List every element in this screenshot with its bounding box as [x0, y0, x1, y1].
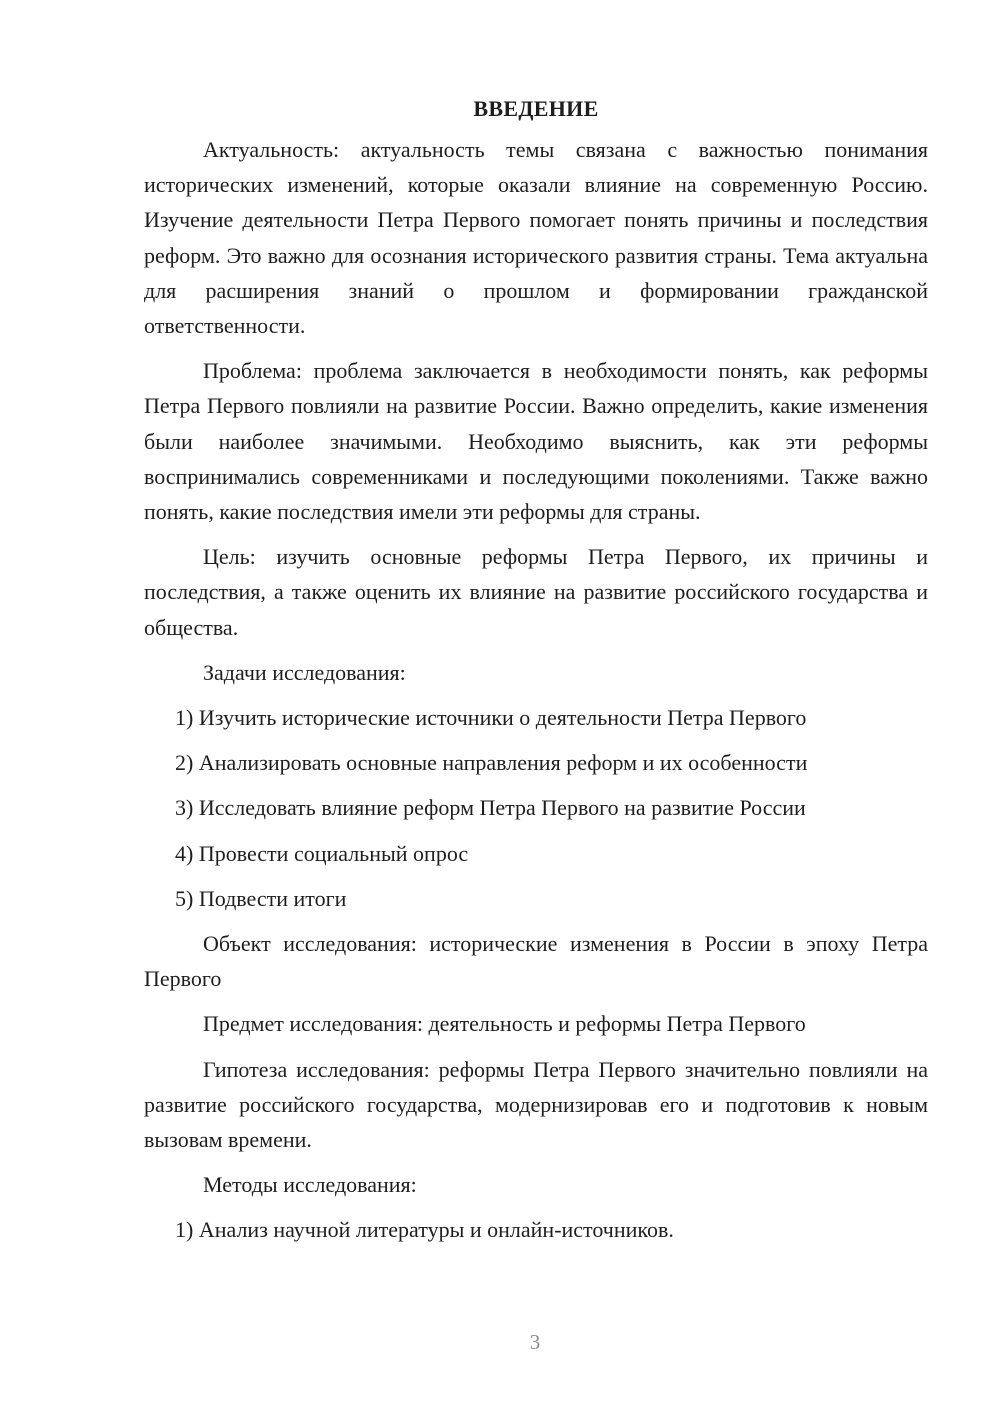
- methods-title: Методы исследования:: [203, 1172, 417, 1198]
- problem-paragraph: Проблема: проблема заключается в необходимости понять, как реформы Петра Первого повлияли на развитие России. Важно определить, какие изменения были наиболее значимыми. Необходимо выяснить, как эти реформы воспринимались современниками и последующими поколениями. Также важно понять, какие последствия имели эти реформы для страны.: [144, 358, 928, 525]
- hypothesis-paragraph: Гипотеза исследования: реформы Петра Первого значительно повлияли на развитие российского государства, модернизировав его и подготовив к новым вызовам времени.: [144, 1056, 928, 1153]
- document-page: [144, 92, 928, 1258]
- relevance-paragraph: Актуальность: актуальность темы связана с важностью понимания исторических изменений, которые оказали влияние на современную Россию. Изучение деятельности Петра Первого помогает понять причины и последствия реформ. Это важно для осознания исторического развития страны. Тема актуальна для расширения знаний о прошлом и формировании гражданской ответственности.: [144, 137, 928, 339]
- page-number: 3: [529, 1330, 541, 1354]
- task-item-2: 2) Анализировать основные направления реформ и их особенности: [175, 750, 808, 776]
- object-paragraph: Объект исследования: исторические изменения в России в эпоху Петра Первого: [144, 931, 928, 992]
- goal-paragraph: Цель: изучить основные реформы Петра Первого, их причины и последствия, а также оценить их влияние на развитие российского государства и общества.: [144, 544, 928, 640]
- task-item-5: 5) Подвести итоги: [175, 885, 347, 911]
- section-heading: ВВЕДЕНИЕ: [473, 96, 599, 121]
- task-item-4: 4) Провести социальный опрос: [175, 840, 469, 866]
- task-item-1: 1) Изучить исторические источники о деятельности Петра Первого: [175, 705, 807, 731]
- method-item-1: 1) Анализ научной литературы и онлайн-источников.: [175, 1217, 674, 1243]
- tasks-title: Задачи исследования:: [203, 659, 406, 685]
- subject-paragraph: Предмет исследования: деятельность и реформы Петра Первого: [203, 1011, 806, 1037]
- task-item-3: 3) Исследовать влияние реформ Петра Первого на развитие России: [175, 795, 806, 821]
